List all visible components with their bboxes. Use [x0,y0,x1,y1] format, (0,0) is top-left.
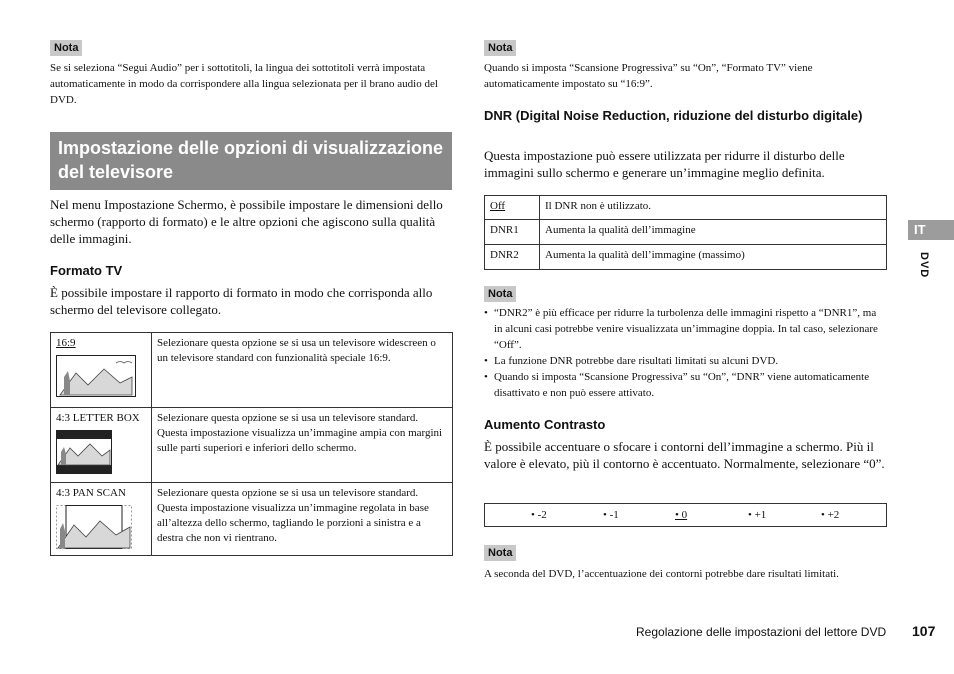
option-label: DNR2 [485,245,540,270]
contrasto-option: • -1 [603,509,619,521]
contrasto-heading: Aumento Contrasto [484,417,606,432]
option-description: Il DNR non è utilizzato. [540,196,887,220]
contrasto-option: • +1 [748,509,767,521]
option-description: Aumenta la qualità dell’immagine [540,220,887,245]
dnr-heading: DNR (Digital Noise Reduction, riduzione del disturbo digitale) [484,108,863,123]
option-description: Selezionare questa opzione se si usa un televisore widescreen o un televisore standard con funzionalità speciale 16:9. [152,333,453,408]
option-description: Selezionare questa opzione se si usa un televisore standard. Questa impostazione visualizza un’immagine ampia con margini sulle parti superiori e inferiori dello schermo. [152,408,453,483]
nota-label: Nota [484,286,516,302]
table-row [485,196,887,220]
formato-table [50,332,453,556]
contrasto-option-selected: • 0 [675,509,688,521]
list-item: • “DNR2” è più efficace per ridurre la turbolenza delle immagini rispetto a “DNR1”, ma in alcuni casi potrebbe venire visualizzata un’immagine doppia. In tal caso, selezionare “Off”. [484,305,886,353]
footer-title: Regolazione delle impostazioni del lettore DVD [636,625,887,639]
contrasto-paragraph: È possibile accentuare o sfocare i contorni dell’immagine a schermo. Più il valore è elevato, più il contorno è accentuato. Normalmente, selezionare “0”. [484,439,885,471]
widescreen-tv-icon [56,355,136,397]
dnr-table [484,195,887,270]
option-label: 16:9 [56,337,76,349]
nota-list [484,305,886,401]
option-description: Aumenta la qualità dell’immagine (massimo) [540,245,887,270]
formato-paragraph: È possibile impostare il rapporto di formato in modo che corrisponda allo schermo del televisore collegato. [50,285,433,317]
nota-label: Nota [50,40,82,56]
table-row [51,483,453,556]
contrasto-option: • -2 [531,509,547,521]
list-item: • Quando si imposta “Scansione Progressiva” su “On”, “DNR” viene automaticamente disattivato e non può essere attivato. [484,369,886,401]
contrasto-options-box [484,503,887,527]
page-number: 107 [912,623,936,639]
dnr-paragraph: Questa impostazione può essere utilizzata per ridurre il disturbo delle immagini sullo schermo e generare un’immagine meglio definita. [484,148,845,180]
table-row [485,245,887,270]
intro-paragraph: Nel menu Impostazione Schermo, è possibile impostare le dimensioni dello schermo (rapporto di formato) e le altre opzioni che agiscono sulla qualità delle immagini. [50,197,443,246]
list-item: • La funzione DNR potrebbe dare risultati limitati su alcuni DVD. [484,353,886,369]
table-row [51,333,453,408]
option-label: 4:3 LETTER BOX [56,412,140,424]
option-description: Selezionare questa opzione se si usa un televisore standard. Questa impostazione visualizza un’immagine regolata in base all’altezza dello schermo, tagliando le porzioni a sinistra e a destra che non vi rientrano. [152,483,453,556]
option-label: Off [485,196,540,220]
table-row [485,220,887,245]
nota-text: Quando si imposta “Scansione Progressiva” su “On”, “Formato TV” viene automaticamente impostato su “16:9”. [484,62,813,90]
formato-heading: Formato TV [50,263,123,278]
section-title: Impostazione delle opzioni di visualizzazione del televisore [50,132,452,190]
section-tab: DVD [918,252,930,279]
letterbox-tv-icon [56,430,112,474]
table-row [51,408,453,483]
option-label: DNR1 [485,220,540,245]
nota-text: A seconda del DVD, l’accentuazione dei contorni potrebbe dare risultati limitati. [484,568,839,580]
language-tab: IT [908,220,954,240]
option-label: 4:3 PAN SCAN [56,487,126,499]
nota-label: Nota [484,40,516,56]
nota-label: Nota [484,545,516,561]
contrasto-option: • +2 [821,509,840,521]
pan-scan-tv-icon [56,505,132,549]
nota-text: Se si seleziona “Segui Audio” per i sottotitoli, la lingua dei sottotitoli verrà impostata automaticamente in modo da corrispondere alla lingua selezionata per il brano audio del DVD. [50,62,438,106]
